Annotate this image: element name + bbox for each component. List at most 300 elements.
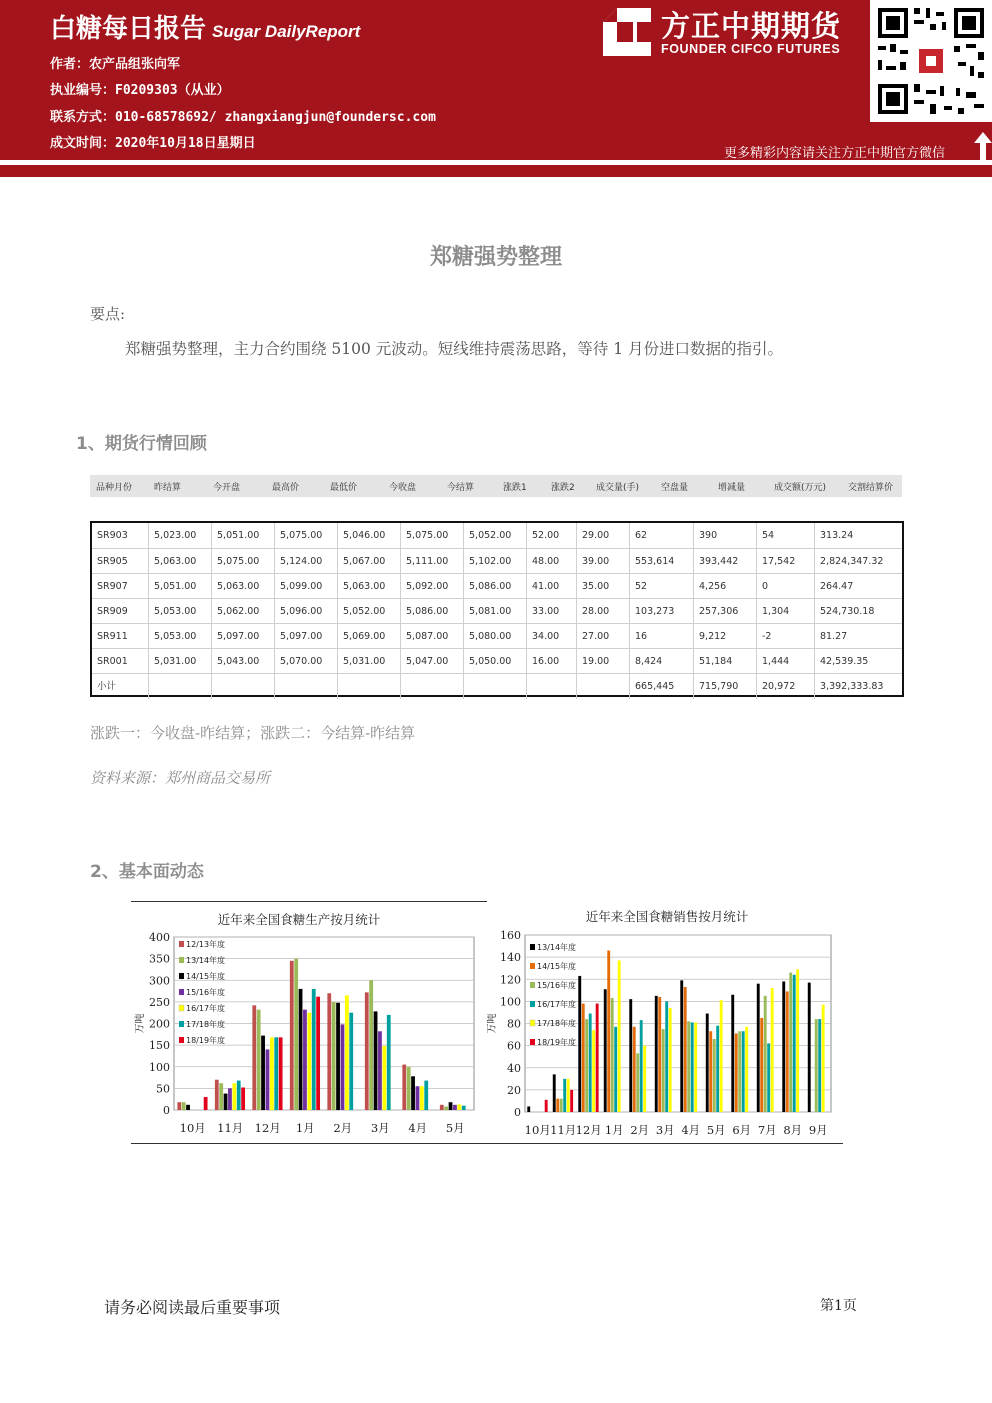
table-cell: 5,087.00 bbox=[400, 624, 463, 649]
table-header-cell: 今结算 bbox=[447, 483, 475, 493]
up-arrow-icon bbox=[974, 132, 992, 160]
bar-6-3 bbox=[274, 1037, 278, 1110]
table-cell: 5,063.00 bbox=[211, 574, 274, 599]
bar-1-12 bbox=[808, 983, 811, 1112]
x-tick-label: 4月 bbox=[408, 1121, 428, 1135]
bar-6-6 bbox=[387, 1015, 391, 1110]
table-cell: 小计 bbox=[97, 681, 117, 692]
bar-3-6 bbox=[662, 1029, 665, 1112]
y-tick-label: 0 bbox=[163, 1104, 170, 1117]
table-cell: 16 bbox=[629, 624, 693, 649]
bar-1-3 bbox=[578, 976, 581, 1112]
table-cell: 81.27 bbox=[814, 624, 902, 649]
table-cell: 5,047.00 bbox=[400, 649, 463, 674]
change-note: 涨跌一：今收盘-昨结算；涨跌二：今结算-昨结算 bbox=[90, 724, 416, 742]
bar-5-9 bbox=[745, 1027, 748, 1112]
table-cell: 5,063.00 bbox=[337, 574, 400, 599]
source-note: 资料来源：郑州商品交易所 bbox=[90, 769, 271, 787]
bar-3-10 bbox=[764, 996, 767, 1112]
table-cell bbox=[526, 674, 576, 699]
bar-6-8 bbox=[462, 1106, 466, 1110]
x-tick-label: 3月 bbox=[655, 1123, 675, 1137]
bar-1-7 bbox=[402, 1065, 406, 1110]
bar-4-2 bbox=[563, 1079, 566, 1112]
bar-3-4 bbox=[299, 989, 303, 1110]
bar-6-4 bbox=[312, 989, 316, 1110]
y-tick-label: 140 bbox=[500, 951, 521, 965]
bar-6-3 bbox=[596, 1004, 599, 1112]
table-cell: 5,081.00 bbox=[463, 599, 526, 624]
market-table-header bbox=[90, 475, 902, 497]
table-cell: 524,730.18 bbox=[814, 599, 902, 624]
bar-1-4 bbox=[604, 989, 607, 1112]
section-heading-fundamentals: 2、基本面动态 bbox=[90, 862, 204, 882]
y-tick-label: 150 bbox=[149, 1039, 170, 1053]
x-tick-label: 11月 bbox=[217, 1121, 244, 1135]
table-row bbox=[92, 523, 902, 548]
bar-5-4 bbox=[307, 1013, 311, 1110]
bar-3-3 bbox=[585, 1019, 588, 1112]
chart-frame-bottom bbox=[131, 1143, 487, 1144]
bar-4-6 bbox=[378, 1031, 382, 1110]
table-row bbox=[92, 623, 902, 649]
table-cell: 5,069.00 bbox=[337, 624, 400, 649]
bar-5-7 bbox=[420, 1086, 424, 1110]
bar-5-2 bbox=[567, 1079, 570, 1112]
bar-4-5 bbox=[341, 1024, 345, 1110]
table-row bbox=[92, 548, 902, 574]
y-tick-label: 250 bbox=[149, 995, 170, 1009]
chart-frame-bottom bbox=[487, 1143, 843, 1144]
table-cell: 28.00 bbox=[576, 599, 629, 624]
bar-3-11 bbox=[789, 973, 792, 1112]
table-header-cell: 增减量 bbox=[718, 483, 746, 493]
legend-label: 12/13年度 bbox=[186, 940, 226, 949]
table-cell: 3,392,333.83 bbox=[814, 674, 902, 699]
bar-2-5 bbox=[332, 1002, 336, 1110]
bar-2-6 bbox=[369, 980, 373, 1110]
table-cell: 5,086.00 bbox=[463, 574, 526, 599]
table-header-cell: 涨跌2 bbox=[551, 483, 575, 493]
table-cell: 52 bbox=[629, 574, 693, 599]
table-cell: 5,051.00 bbox=[211, 523, 274, 548]
bar-4-3 bbox=[266, 1049, 270, 1110]
bar-6-5 bbox=[349, 1013, 353, 1110]
bar-4-7 bbox=[691, 1022, 694, 1112]
bar-3-8 bbox=[713, 1039, 716, 1112]
y-tick-label: 120 bbox=[500, 973, 521, 987]
legend-label: 17/18年度 bbox=[537, 1019, 577, 1028]
bar-4-2 bbox=[228, 1088, 232, 1110]
table-cell: 5,052.00 bbox=[337, 599, 400, 624]
legend-swatch bbox=[179, 1005, 184, 1011]
table-cell bbox=[576, 674, 629, 699]
table-cell: SR001 bbox=[97, 656, 128, 667]
x-tick-label: 12月 bbox=[575, 1123, 602, 1137]
legend-label: 18/19年度 bbox=[186, 1036, 226, 1045]
table-cell: SR903 bbox=[97, 530, 128, 541]
bar-7-4 bbox=[316, 997, 320, 1110]
legend-label: 14/15年度 bbox=[537, 962, 577, 971]
license-line: 执业编号：F0209303（从业） bbox=[50, 83, 230, 98]
y-tick-label: 160 bbox=[500, 929, 521, 942]
bar-6-2 bbox=[237, 1081, 241, 1110]
bar-1-2 bbox=[215, 1080, 219, 1110]
bar-1-1 bbox=[177, 1102, 181, 1110]
chart-title: 近年来全国食糖销售按月统计 bbox=[585, 909, 749, 924]
bar-3-2 bbox=[560, 1099, 563, 1112]
legend-swatch bbox=[179, 1037, 184, 1043]
table-cell: 715,790 bbox=[693, 674, 756, 699]
table-cell: SR907 bbox=[97, 581, 128, 592]
table-header-cell: 最高价 bbox=[272, 483, 300, 493]
bar-2-9 bbox=[735, 1033, 738, 1112]
x-tick-label: 2月 bbox=[630, 1123, 650, 1137]
bar-4-12 bbox=[818, 1019, 821, 1112]
bar-5-7 bbox=[694, 1022, 697, 1112]
y-tick-label: 100 bbox=[149, 1060, 170, 1074]
table-cell: 5,099.00 bbox=[274, 574, 337, 599]
y-tick-label: 300 bbox=[149, 974, 170, 988]
table-cell: 52.00 bbox=[526, 523, 576, 548]
founder-cifco-logo bbox=[603, 6, 863, 66]
y-tick-label: 20 bbox=[507, 1083, 521, 1097]
bar-2-2 bbox=[219, 1083, 223, 1110]
table-cell: 41.00 bbox=[526, 574, 576, 599]
section-heading-futures: 1、期货行情回顾 bbox=[76, 434, 207, 454]
table-cell: 48.00 bbox=[526, 549, 576, 574]
table-row bbox=[92, 598, 902, 624]
table-cell bbox=[337, 674, 400, 699]
bar-7-3 bbox=[279, 1037, 283, 1110]
x-tick-label: 3月 bbox=[370, 1121, 390, 1135]
table-cell: 2,824,347.32 bbox=[814, 549, 902, 574]
bar-2-5 bbox=[633, 1027, 636, 1112]
table-cell: 0 bbox=[756, 574, 814, 599]
bar-3-1 bbox=[186, 1105, 190, 1110]
y-tick-label: 50 bbox=[156, 1082, 170, 1096]
table-cell: 5,075.00 bbox=[211, 549, 274, 574]
bar-4-3 bbox=[589, 1014, 592, 1112]
table-row bbox=[92, 673, 902, 699]
header-divider bbox=[0, 165, 992, 177]
table-cell: 9,212 bbox=[693, 624, 756, 649]
wechat-qr-code[interactable] bbox=[870, 0, 992, 122]
bar-2-8 bbox=[444, 1107, 448, 1110]
legend-label: 18/19年度 bbox=[537, 1038, 577, 1047]
bar-5-3 bbox=[270, 1037, 274, 1110]
bar-5-10 bbox=[771, 988, 774, 1112]
bar-1-8 bbox=[706, 1014, 709, 1112]
bar-3-3 bbox=[261, 1036, 265, 1110]
table-cell: 390 bbox=[693, 523, 756, 548]
table-cell: 5,097.00 bbox=[211, 624, 274, 649]
market-table bbox=[90, 521, 904, 697]
bar-1-3 bbox=[252, 1005, 256, 1110]
table-cell: 27.00 bbox=[576, 624, 629, 649]
legend-swatch bbox=[530, 963, 535, 969]
bar-3-8 bbox=[449, 1102, 453, 1110]
bar-3-7 bbox=[687, 1021, 690, 1112]
table-header-cell: 品种月份 bbox=[96, 483, 133, 493]
x-tick-label: 11月 bbox=[550, 1123, 577, 1137]
bar-6-7 bbox=[424, 1081, 428, 1110]
table-cell: 5,092.00 bbox=[400, 574, 463, 599]
production-chart-svg bbox=[131, 901, 487, 1144]
bar-5-12 bbox=[822, 1005, 825, 1112]
disclaimer-note: 请务必阅读最后重要事项 bbox=[104, 1298, 281, 1317]
y-axis-label: 万吨 bbox=[487, 1013, 498, 1034]
bar-2-10 bbox=[760, 1018, 763, 1112]
y-tick-label: 80 bbox=[507, 1017, 521, 1031]
bar-3-6 bbox=[374, 1011, 378, 1110]
bar-5-8 bbox=[720, 1000, 723, 1112]
bar-1-4 bbox=[290, 961, 294, 1110]
table-cell bbox=[211, 674, 274, 699]
table-header-cell: 昨结算 bbox=[154, 483, 182, 493]
bar-1-10 bbox=[757, 984, 760, 1112]
summary-text: 郑糖强势整理，主力合约围绕 5100 元波动。短线维持震荡思路，等待 1 月份进口数据的指引。 bbox=[125, 340, 784, 358]
x-tick-label: 5月 bbox=[445, 1121, 465, 1135]
table-cell: 62 bbox=[629, 523, 693, 548]
table-cell: 5,043.00 bbox=[211, 649, 274, 674]
legend-label: 15/16年度 bbox=[537, 981, 577, 990]
x-tick-label: 10月 bbox=[179, 1121, 206, 1135]
bar-6-1 bbox=[545, 1100, 548, 1112]
table-cell: 34.00 bbox=[526, 624, 576, 649]
page-number: 第1页 bbox=[820, 1298, 857, 1314]
bar-2-6 bbox=[658, 997, 661, 1112]
bar-4-6 bbox=[665, 1001, 668, 1112]
table-cell: 1,304 bbox=[756, 599, 814, 624]
bar-5-2 bbox=[232, 1083, 236, 1110]
bar-7-1 bbox=[204, 1097, 208, 1110]
table-cell: 51,184 bbox=[693, 649, 756, 674]
bar-4-5 bbox=[640, 1020, 643, 1112]
keypoints-label: 要点: bbox=[90, 305, 126, 323]
table-row bbox=[92, 573, 902, 599]
bar-4-8 bbox=[453, 1105, 457, 1110]
table-cell: 42,539.35 bbox=[814, 649, 902, 674]
table-header-cell: 成交额(万元) bbox=[774, 483, 827, 493]
y-tick-label: 200 bbox=[149, 1017, 170, 1031]
legend-label: 16/17年度 bbox=[186, 1004, 226, 1013]
table-cell: 5,053.00 bbox=[148, 599, 211, 624]
report-header-banner bbox=[0, 0, 992, 160]
logo-text-en: FOUNDER CIFCO FUTURES bbox=[661, 42, 841, 56]
bar-6-2 bbox=[570, 1090, 573, 1112]
x-tick-label: 8月 bbox=[783, 1123, 803, 1137]
table-cell: SR911 bbox=[97, 631, 128, 642]
table-cell: 5,023.00 bbox=[148, 523, 211, 548]
y-tick-label: 400 bbox=[149, 931, 170, 944]
x-tick-label: 6月 bbox=[732, 1123, 752, 1137]
table-cell: 313.24 bbox=[814, 523, 902, 548]
table-cell: 5,070.00 bbox=[274, 649, 337, 674]
report-title-en: Sugar DailyReport bbox=[212, 22, 361, 41]
table-cell: 16.00 bbox=[526, 649, 576, 674]
table-cell: 5,124.00 bbox=[274, 549, 337, 574]
contact-line: 联系方式：010-68578692/ zhangxiangjun@foundersc.com bbox=[50, 110, 436, 125]
legend-label: 13/14年度 bbox=[186, 956, 226, 965]
x-tick-label: 1月 bbox=[295, 1121, 315, 1135]
author-line: 作者：农产品组张向军 bbox=[50, 57, 181, 72]
table-cell: 19.00 bbox=[576, 649, 629, 674]
legend-swatch bbox=[179, 989, 184, 995]
y-axis-label: 万吨 bbox=[135, 1013, 146, 1034]
bar-1-2 bbox=[553, 1074, 556, 1112]
bar-1-5 bbox=[629, 999, 632, 1112]
bar-3-5 bbox=[336, 1003, 340, 1110]
table-cell: SR909 bbox=[97, 606, 128, 617]
table-cell: 5,086.00 bbox=[400, 599, 463, 624]
production-chart bbox=[131, 901, 487, 1144]
founder-logo-icon bbox=[603, 8, 651, 56]
legend-swatch bbox=[179, 957, 184, 963]
table-header-cell: 最低价 bbox=[330, 483, 358, 493]
table-cell: 5,096.00 bbox=[274, 599, 337, 624]
legend-swatch bbox=[530, 1020, 535, 1026]
table-cell: 5,052.00 bbox=[463, 523, 526, 548]
legend-swatch bbox=[530, 1039, 535, 1045]
table-cell: 20,972 bbox=[756, 674, 814, 699]
table-cell bbox=[148, 674, 211, 699]
legend-swatch bbox=[179, 1021, 184, 1027]
x-tick-label: 5月 bbox=[706, 1123, 726, 1137]
table-cell: -2 bbox=[756, 624, 814, 649]
bar-1-1 bbox=[527, 1106, 530, 1112]
legend-label: 15/16年度 bbox=[186, 988, 226, 997]
bar-2-8 bbox=[709, 1031, 712, 1112]
bar-3-4 bbox=[611, 998, 614, 1112]
bar-1-9 bbox=[731, 995, 734, 1112]
y-tick-label: 60 bbox=[507, 1039, 521, 1053]
table-row bbox=[92, 648, 902, 674]
bar-3-2 bbox=[224, 1094, 228, 1110]
legend-label: 16/17年度 bbox=[537, 1000, 577, 1009]
bar-1-6 bbox=[365, 992, 369, 1110]
table-cell: 553,614 bbox=[629, 549, 693, 574]
y-tick-label: 0 bbox=[514, 1106, 521, 1119]
table-cell: 5,097.00 bbox=[274, 624, 337, 649]
bar-5-11 bbox=[796, 969, 799, 1112]
legend-label: 13/14年度 bbox=[537, 943, 577, 952]
legend-swatch bbox=[179, 941, 184, 947]
x-tick-label: 10月 bbox=[524, 1123, 551, 1137]
table-cell: 5,062.00 bbox=[211, 599, 274, 624]
table-cell: 393,442 bbox=[693, 549, 756, 574]
chart-title: 近年来全国食糖生产按月统计 bbox=[217, 912, 381, 927]
y-tick-label: 350 bbox=[149, 952, 170, 966]
report-title bbox=[50, 8, 360, 45]
legend-label: 17/18年度 bbox=[186, 1020, 226, 1029]
bar-5-5 bbox=[345, 995, 349, 1110]
table-cell: 39.00 bbox=[576, 549, 629, 574]
bar-4-4 bbox=[303, 1010, 307, 1110]
bar-2-3 bbox=[582, 1004, 585, 1112]
x-tick-label: 7月 bbox=[757, 1123, 777, 1137]
table-cell bbox=[463, 674, 526, 699]
bar-5-3 bbox=[592, 1030, 595, 1112]
table-cell: 103,273 bbox=[629, 599, 693, 624]
table-cell: 5,046.00 bbox=[337, 523, 400, 548]
table-cell: 5,075.00 bbox=[274, 523, 337, 548]
table-cell: 5,031.00 bbox=[337, 649, 400, 674]
bar-1-7 bbox=[680, 980, 683, 1112]
bar-5-6 bbox=[669, 1008, 672, 1112]
table-cell: 257,306 bbox=[693, 599, 756, 624]
legend-swatch bbox=[530, 944, 535, 950]
bar-5-6 bbox=[382, 1046, 386, 1110]
table-header-cell: 今开盘 bbox=[213, 483, 241, 493]
report-title-cn: 白糖每日报告 bbox=[50, 14, 207, 44]
bar-1-8 bbox=[440, 1105, 444, 1110]
x-tick-label: 12月 bbox=[254, 1121, 281, 1135]
table-cell: 17,542 bbox=[756, 549, 814, 574]
bar-3-7 bbox=[411, 1076, 415, 1110]
bar-1-11 bbox=[782, 981, 785, 1112]
table-header-cell: 交割结算价 bbox=[848, 483, 894, 493]
date-line: 成文时间：2020年10月18日星期日 bbox=[50, 136, 256, 151]
table-cell: 665,445 bbox=[629, 674, 693, 699]
y-tick-label: 100 bbox=[500, 995, 521, 1009]
table-cell: 264.47 bbox=[814, 574, 902, 599]
table-header-cell: 涨跌1 bbox=[503, 483, 527, 493]
page-title: 郑糖强势整理 bbox=[429, 245, 562, 270]
bar-5-8 bbox=[457, 1104, 461, 1110]
table-cell: 8,424 bbox=[629, 649, 693, 674]
bar-2-3 bbox=[257, 1010, 261, 1110]
legend-swatch bbox=[179, 973, 184, 979]
table-header-cell: 今收盘 bbox=[389, 483, 417, 493]
table-cell: 35.00 bbox=[576, 574, 629, 599]
table-cell: 5,031.00 bbox=[148, 649, 211, 674]
bar-4-7 bbox=[416, 1086, 420, 1110]
y-tick-label: 40 bbox=[507, 1061, 521, 1075]
bar-4-11 bbox=[793, 975, 796, 1112]
bar-2-7 bbox=[684, 987, 687, 1112]
table-cell: 5,111.00 bbox=[400, 549, 463, 574]
table-cell bbox=[400, 674, 463, 699]
bar-2-1 bbox=[182, 1102, 186, 1110]
wechat-follow-note: 更多精彩内容请关注方正中期官方微信 bbox=[724, 146, 946, 161]
sales-chart-svg bbox=[487, 901, 843, 1144]
table-cell: 5,050.00 bbox=[463, 649, 526, 674]
bar-2-2 bbox=[556, 1099, 559, 1112]
bar-3-9 bbox=[738, 1031, 741, 1112]
table-cell: 33.00 bbox=[526, 599, 576, 624]
table-cell: 5,063.00 bbox=[148, 549, 211, 574]
bar-5-4 bbox=[618, 960, 621, 1112]
legend-label: 14/15年度 bbox=[186, 972, 226, 981]
table-cell: 1,444 bbox=[756, 649, 814, 674]
bar-7-2 bbox=[241, 1088, 245, 1110]
table-cell: 54 bbox=[756, 523, 814, 548]
table-cell: 5,102.00 bbox=[463, 549, 526, 574]
table-cell: 5,080.00 bbox=[463, 624, 526, 649]
bar-4-9 bbox=[742, 1031, 745, 1112]
bar-5-5 bbox=[643, 1046, 646, 1112]
bar-3-12 bbox=[815, 1019, 818, 1112]
table-cell: 4,256 bbox=[693, 574, 756, 599]
legend-swatch bbox=[530, 1001, 535, 1007]
bar-3-5 bbox=[636, 1053, 639, 1112]
chart-frame-top bbox=[131, 901, 487, 902]
table-cell bbox=[274, 674, 337, 699]
table-cell: 5,075.00 bbox=[400, 523, 463, 548]
table-cell: 29.00 bbox=[576, 523, 629, 548]
x-tick-label: 1月 bbox=[604, 1123, 624, 1137]
